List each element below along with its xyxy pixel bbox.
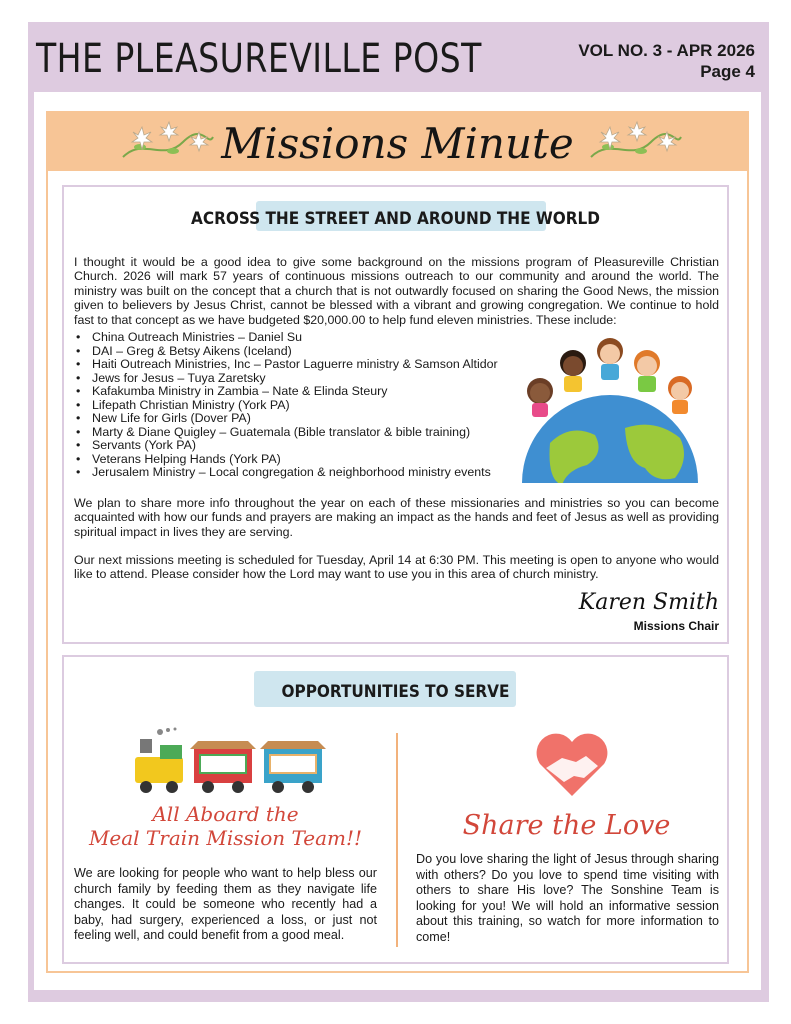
page-number: Page 4 <box>700 62 755 81</box>
list-item: • Marty & Diane Quigley – Guatemala (Bible translator & bible training) <box>74 426 498 440</box>
lily-flowers-right-icon <box>586 117 686 167</box>
list-item: • China Outreach Ministries – Daniel Su <box>74 331 498 345</box>
opportunities-heading: OPPORTUNITIES TO SERVE <box>281 682 510 702</box>
article-intro: I thought it would be a good idea to give some background on the missions program of Pleasureville Christian Church. 2026 will mark 57 years of continuous missions outreach to our community and around the world. The ministry was built on the concept that a church that is not outwardly focused on sharing the Good News, the mission given to believers by Jesus Christ, cannot be blessed with a vibrant and growing congregation. We continue to hold fast to that concept as we have budgeted $20,000.00 to help fund eleven ministries. These include: <box>74 255 719 327</box>
column-divider <box>396 733 398 947</box>
article-heading: ACROSS THE STREET AND AROUND THE WORLD <box>191 209 600 229</box>
signature-title: Missions Chair <box>633 619 719 633</box>
section-banner <box>46 111 749 171</box>
banner-title: Missions Minute <box>221 119 574 168</box>
ministry-list <box>74 331 498 480</box>
list-item: • Lifepath Christian Ministry (York PA) <box>74 399 498 413</box>
list-item: • DAI – Greg & Betsy Aikens (Iceland) <box>74 345 498 359</box>
signature-name: Karen Smith <box>578 590 719 615</box>
meal-train-title-line1: All Aboard the <box>152 802 299 826</box>
share-the-love-title: Share the Love <box>462 810 671 841</box>
list-item: • Kafakumba Ministry in Zambia – Nate & Elinda Steury <box>74 385 498 399</box>
list-item: • New Life for Girls (Dover PA) <box>74 412 498 426</box>
article-paragraph-2: We plan to share more info throughout the year on each of these missionaries and ministries so you can become acquainted with how our funds and prayers are making an impact as the hands and feet of Jesus as well as providing spiritual impact in lives they are serving. <box>74 496 719 539</box>
list-item: • Haiti Outreach Ministries, Inc – Pastor Laguerre ministry & Samson Altidor <box>74 358 498 372</box>
share-the-love-text: Do you love sharing the light of Jesus through sharing with others? Do you love to spend time visiting with others to share His love? The Sonshine Team is looking for you! We will hold an informative session about this training, so watch for more information to come! <box>416 852 719 944</box>
meal-train-title-line2: Meal Train Mission Team!! <box>88 826 363 850</box>
newsletter-title: THE PLEASUREVILLE POST <box>36 36 482 82</box>
meal-train-title <box>74 802 377 850</box>
article-paragraph-3: Our next missions meeting is scheduled for Tuesday, April 14 at 6:30 PM. This meeting is open to anyone who would like to attend. Please consider how the Lord may want to use you in this area of church ministry. <box>74 553 719 582</box>
issue-info <box>578 40 755 82</box>
heart-handshake-icon <box>532 730 612 800</box>
meal-train-text: We are looking for people who want to help bless our church family by feeding them as they navigate life changes. It could be someone who recently had a baby, had surgery, experienced a loss, or just not feeling well, and could benefit from a good meal. <box>74 866 377 942</box>
train-icon <box>130 727 330 797</box>
list-item: • Servants (York PA) <box>74 439 498 453</box>
list-item: • Jerusalem Ministry – Local congregation & neighborhood ministry events <box>74 466 498 480</box>
kids-on-globe-illustration <box>510 333 710 483</box>
volume-label: VOL NO. 3 - APR 2026 <box>578 41 755 60</box>
list-item: • Veterans Helping Hands (York PA) <box>74 453 498 467</box>
list-item: • Jews for Jesus – Tuya Zaretsky <box>74 372 498 386</box>
